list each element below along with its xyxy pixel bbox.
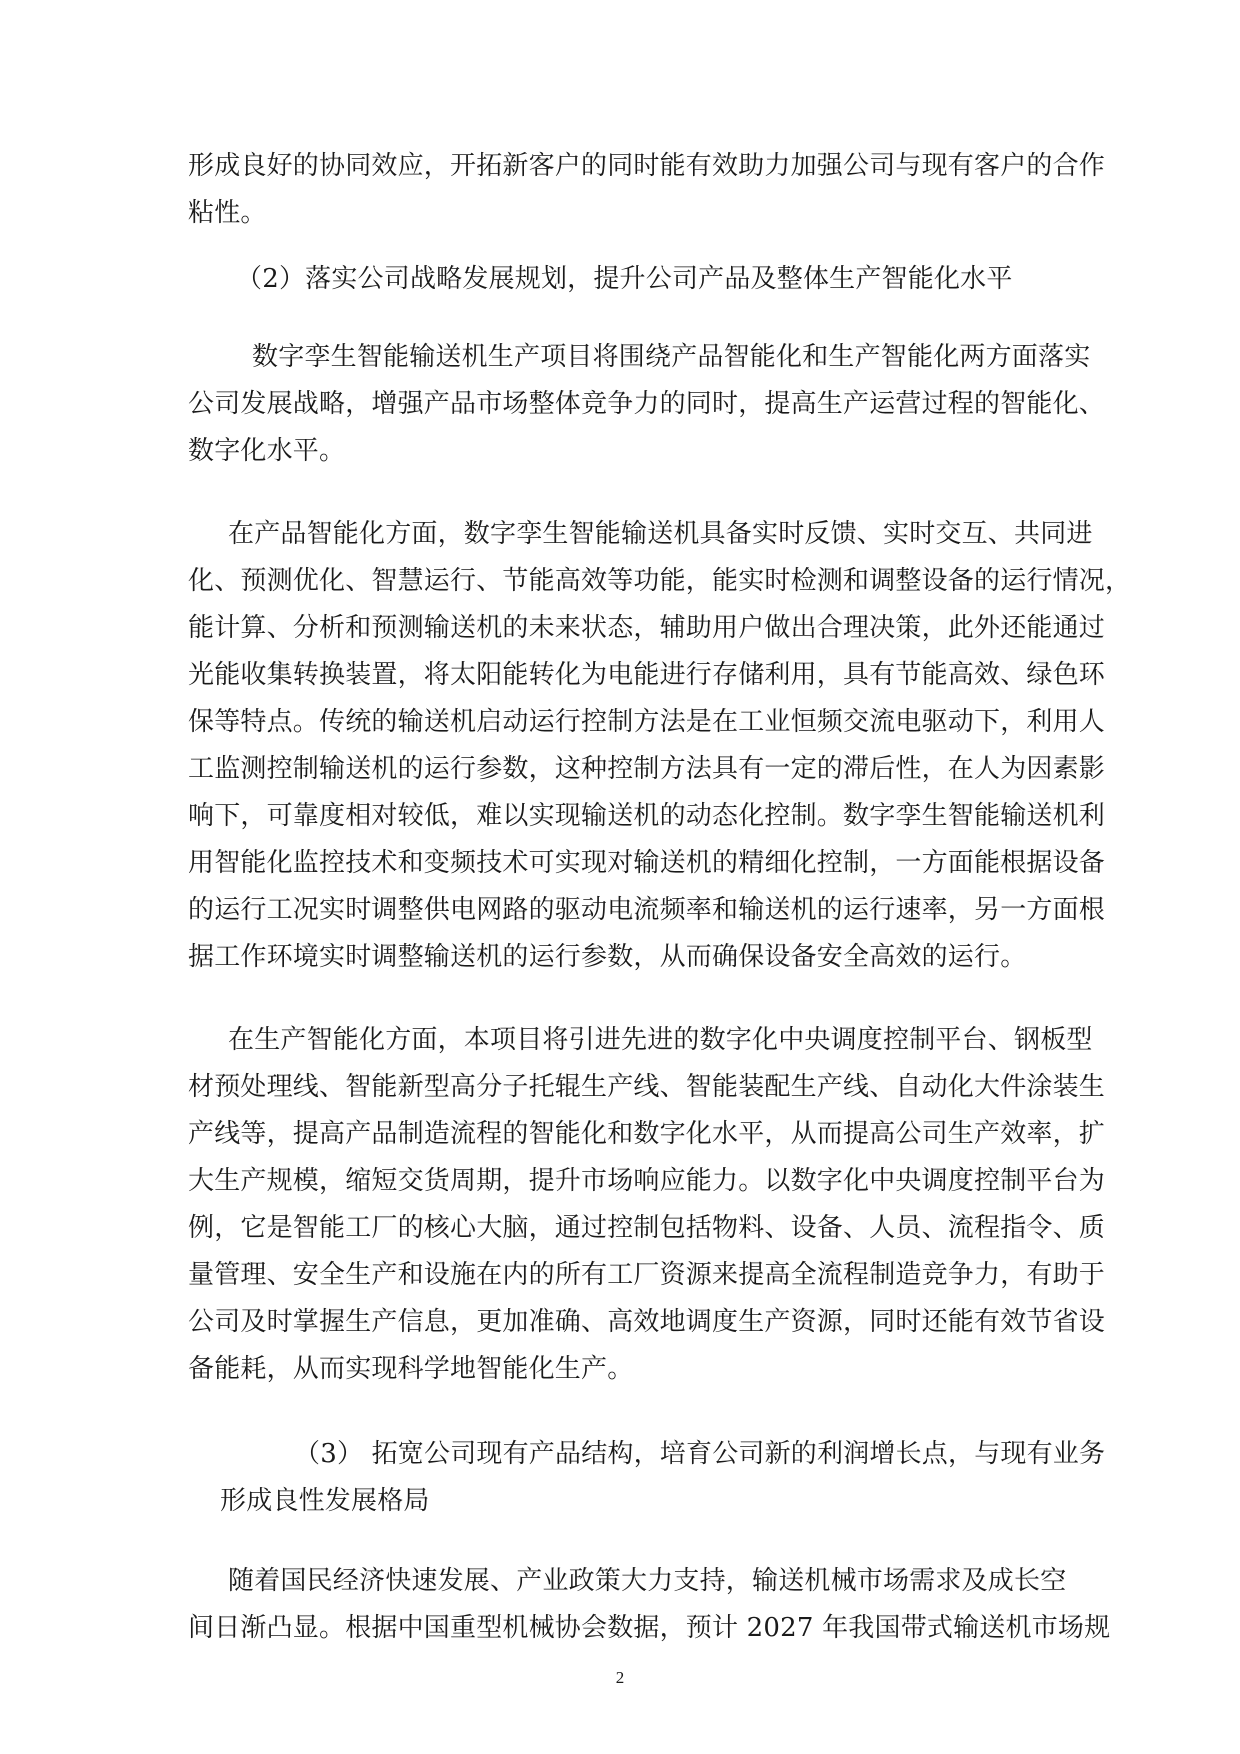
text-line: 量管理、安全生产和设施在内的所有工厂资源来提高全流程制造竞争力，有助于 (188, 1260, 1106, 1290)
text-line: 公司发展战略，增强产品市场整体竞争力的同时，提高生产运营过程的智能化、 (188, 389, 1106, 419)
text-line: 光能收集转换装置，将太阳能转化为电能进行存储利用，具有节能高效、绿色环 (188, 660, 1106, 690)
text-line: 随着国民经济快速发展、产业政策大力支持，输送机械市场需求及成长空 (228, 1566, 1067, 1596)
text-line: 的运行工况实时调整供电网路的驱动电流频率和输送机的运行速率，另一方面根 (188, 895, 1106, 925)
text-line: 形成良好的协同效应，开拓新客户的同时能有效助力加强公司与现有客户的合作 (188, 151, 1106, 181)
text-line: 备能耗，从而实现科学地智能化生产。 (188, 1354, 634, 1384)
text-line: 数字孪生智能输送机生产项目将围绕产品智能化和生产智能化两方面落实 (252, 342, 1091, 372)
section-heading-2: （2）落实公司战略发展规划，提升公司产品及整体生产智能化水平 (236, 264, 1013, 294)
text-line: 在生产智能化方面，本项目将引进先进的数字化中央调度控制平台、钢板型 (228, 1025, 1093, 1055)
text-line: 化、预测优化、智慧运行、节能高效等功能，能实时检测和调整设备的运行情况， (188, 566, 1132, 596)
text-line: 在产品智能化方面，数字孪生智能输送机具备实时反馈、实时交互、共同进 (228, 519, 1093, 549)
text-line: 粘性。 (188, 198, 267, 228)
section-heading-3: （3） 拓宽公司现有产品结构，培育公司新的利润增长点，与现有业务 (294, 1439, 1106, 1469)
text-line: 保等特点。传统的输送机启动运行控制方法是在工业恒频交流电驱动下，利用人 (188, 707, 1106, 737)
text-line: 例，它是智能工厂的核心大脑，通过控制包括物料、设备、人员、流程指令、质 (188, 1213, 1106, 1243)
page-number: 2 (615, 1668, 625, 1687)
text-line: 工监测控制输送机的运行参数，这种控制方法具有一定的滞后性，在人为因素影 (188, 754, 1106, 784)
text-line: 产线等，提高产品制造流程的智能化和数字化水平，从而提高公司生产效率，扩 (188, 1119, 1106, 1149)
text-line: 用智能化监控技术和变频技术可实现对输送机的精细化控制，一方面能根据设备 (188, 848, 1106, 878)
section-heading-3-cont: 形成良性发展格局 (220, 1486, 430, 1516)
text-line: 响下，可靠度相对较低，难以实现输送机的动态化控制。数字孪生智能输送机利 (188, 801, 1106, 831)
text-line: 公司及时掌握生产信息，更加准确、高效地调度生产资源，同时还能有效节省设 (188, 1307, 1106, 1337)
text-line: 间日渐凸显。根据中国重型机械协会数据，预计 2027 年我国带式输送机市场规 (188, 1613, 1111, 1643)
text-line: 据工作环境实时调整输送机的运行参数，从而确保设备安全高效的运行。 (188, 942, 1027, 972)
text-line: 材预处理线、智能新型高分子托辊生产线、智能装配生产线、自动化大件涂装生 (188, 1072, 1106, 1102)
text-line: 数字化水平。 (188, 436, 346, 466)
text-line: 大生产规模，缩短交货周期，提升市场响应能力。以数字化中央调度控制平台为 (188, 1166, 1106, 1196)
text-line: 能计算、分析和预测输送机的未来状态，辅助用户做出合理决策，此外还能通过 (188, 613, 1106, 643)
